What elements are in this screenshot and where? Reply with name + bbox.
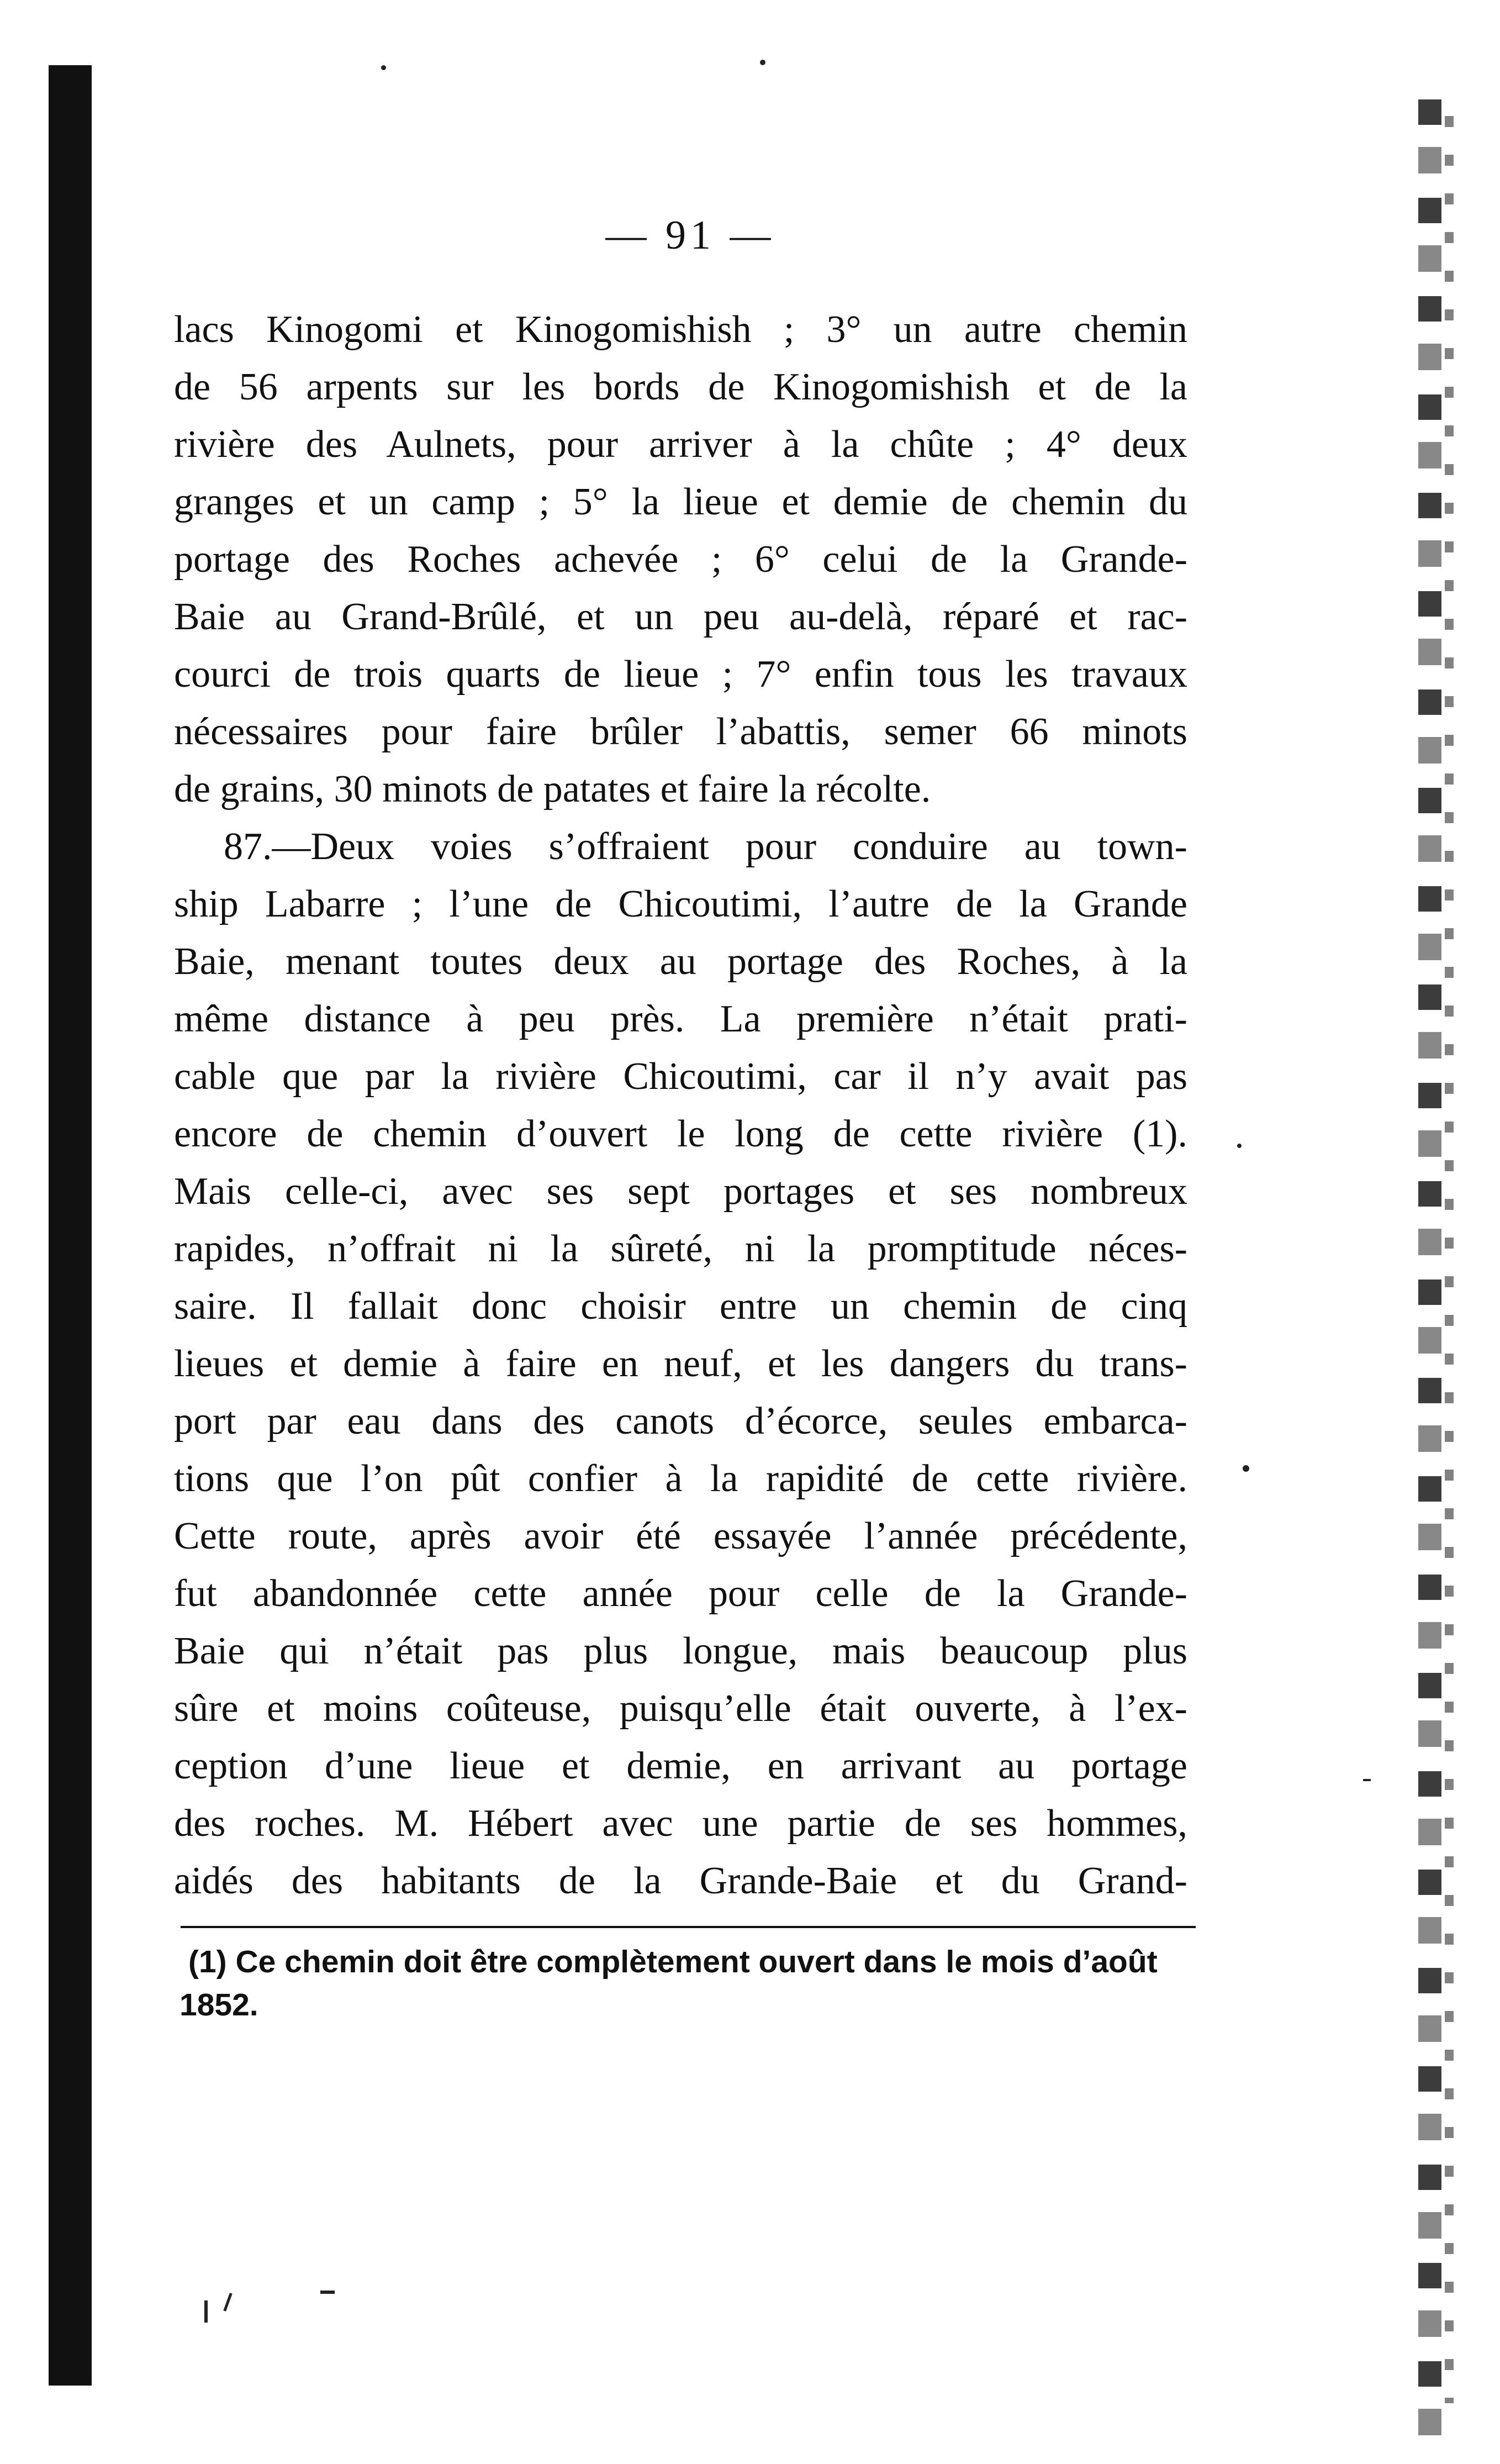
text-line: nécessaires pour faire brûler l’abattis, semer 66 minots	[174, 710, 1187, 753]
footnote-line: (1) Ce chemin doit être complètement ouvert dans le mois d’août	[188, 1944, 1158, 1979]
footnote-divider	[181, 1926, 1196, 1928]
page-edge-shadow	[1418, 99, 1441, 2442]
print-speck	[223, 2293, 232, 2312]
text-line: lacs Kinogomi et Kinogomishish ; 3° un autre chemin	[174, 308, 1187, 351]
text-line: de grains, 30 minots de patates et faire la récolte.	[174, 768, 931, 810]
text-line: lieues et demie à faire en neuf, et les dangers du trans-	[174, 1342, 1187, 1385]
text-line: même distance à peu près. La première n’était prati-	[174, 998, 1187, 1040]
page-edge-shadow-outer	[1445, 116, 1454, 2403]
text-line: Mais celle-ci, avec ses sept portages et ses nombreux	[174, 1170, 1187, 1213]
text-line: courci de trois quarts de lieue ; 7° enfin tous les travaux	[174, 653, 1187, 696]
print-speck	[760, 60, 765, 65]
text-line: granges et un camp ; 5° la lieue et demie de chemin du	[174, 481, 1187, 523]
footnote-line: 1852.	[179, 1987, 258, 2023]
paragraph-start-line: 87.—Deux voies s’offraient pour conduire au town-	[224, 825, 1187, 868]
text-line: Baie, menant toutes deux au portage des Roches, à la	[174, 940, 1187, 983]
print-speck	[381, 65, 386, 70]
text-line: tions que l’on pût confier à la rapidité de cette rivière.	[174, 1457, 1187, 1500]
text-line: des roches. M. Hébert avec une partie de ses hommes,	[174, 1802, 1187, 1845]
text-line: encore de chemin d’ouvert le long de cette rivière (1).	[174, 1113, 1187, 1155]
print-speck	[1237, 1144, 1242, 1148]
text-line: fut abandonnée cette année pour celle de la Grande-	[174, 1572, 1187, 1615]
body-text	[174, 301, 1187, 1910]
text-line: port par eau dans des canots d’écorce, seules embarca-	[174, 1400, 1187, 1442]
text-line: aidés des habitants de la Grande-Baie et du Grand-	[174, 1860, 1187, 1902]
text-line: rivière des Aulnets, pour arriver à la chûte ; 4° deux	[174, 423, 1187, 466]
text-line: ception d’une lieue et demie, en arrivant au portage	[174, 1745, 1187, 1787]
print-speck	[204, 2300, 208, 2323]
text-line: rapides, n’offrait ni la sûreté, ni la promptitude néces-	[174, 1228, 1187, 1270]
text-line: sûre et moins coûteuse, puisqu’elle était ouverte, à l’ex-	[174, 1687, 1187, 1730]
text-line: saire. Il fallait donc choisir entre un chemin de cinq	[174, 1285, 1187, 1328]
book-binding-shadow	[49, 65, 92, 2386]
text-line: Cette route, après avoir été essayée l’année précédente,	[174, 1515, 1187, 1557]
print-speck	[320, 2291, 335, 2294]
text-line: cable que par la rivière Chicoutimi, car il n’y avait pas	[174, 1055, 1187, 1098]
print-speck	[1363, 1779, 1371, 1781]
text-line: de 56 arpents sur les bords de Kinogomishish et de la	[174, 366, 1187, 408]
footnote	[179, 1940, 1229, 2026]
text-line: Baie qui n’était pas plus longue, mais beaucoup plus	[174, 1630, 1187, 1672]
print-speck	[1243, 1465, 1249, 1472]
text-line: portage des Roches achevée ; 6° celui de la Grande-	[174, 538, 1187, 581]
text-line: Baie au Grand-Brûlé, et un peu au-delà, réparé et rac-	[174, 596, 1187, 638]
page-number: — 91 —	[605, 213, 775, 258]
text-line: ship Labarre ; l’une de Chicoutimi, l’autre de la Grande	[174, 883, 1187, 925]
